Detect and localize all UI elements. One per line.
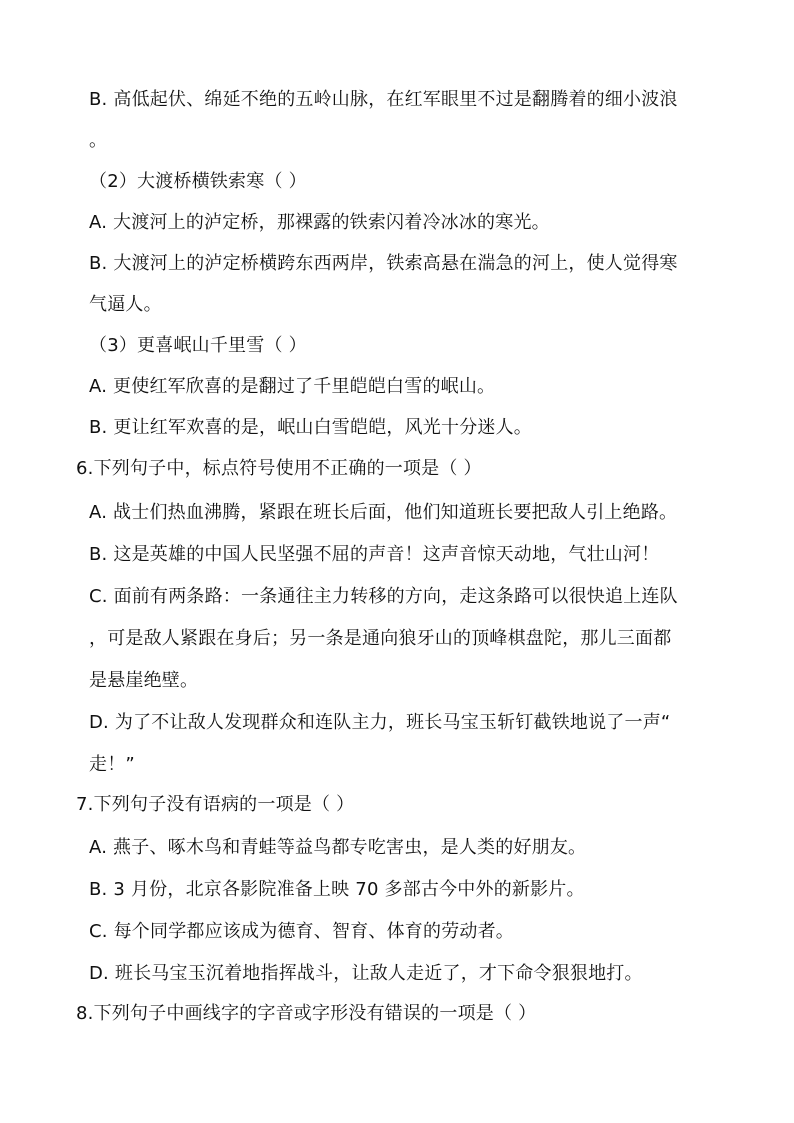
text-line-q6c-cont-1: ，可是敌人紧跟在身后；另一条是通向狼牙山的顶峰棋盘陀，那儿三面都 xyxy=(89,628,672,649)
text-line-q7d: D. 班长马宝玉沉着地指挥战斗，让敌人走近了，才下命令狠狠地打。 xyxy=(89,963,643,984)
text-line-q7c: C. 每个同学都应该成为德育、智育、体育的劳动者。 xyxy=(89,921,515,942)
text-line-q5-2b: B. 大渡河上的泸定桥横跨东西两岸，铁索高悬在湍急的河上，使人觉得寒 xyxy=(89,253,678,274)
text-line-q5-2a: A. 大渡河上的泸定桥，那裸露的铁索闪着冷冰冰的寒光。 xyxy=(89,212,550,233)
text-line-q7b: B. 3 月份，北京各影院准备上映 70 多部古今中外的新影片。 xyxy=(89,879,585,900)
text-line-q5-1b: B. 高低起伏、绵延不绝的五岭山脉，在红军眼里不过是翻腾着的细小波浪 xyxy=(89,89,678,110)
text-line-q6d: D. 为了不让敌人发现群众和连队主力，班长马宝玉斩钉截铁地说了一声“ xyxy=(89,712,671,733)
text-line-q6b: B. 这是英雄的中国人民坚强不屈的声音！这声音惊天动地，气壮山河！ xyxy=(89,544,660,565)
text-line-q6c-cont-2: 是悬崖绝壁。 xyxy=(89,670,199,691)
question-7-stem: 7.下列句子没有语病的一项是（ ） xyxy=(76,794,355,815)
text-line-q6a: A. 战士们热血沸腾，紧跟在班长后面，他们知道班长要把敌人引上绝路。 xyxy=(89,502,678,523)
text-line-q6d-cont: 走！” xyxy=(89,754,135,775)
text-line-q5-3a: A. 更使红军欣喜的是翻过了千里皑皑白雪的岷山。 xyxy=(89,376,496,397)
text-line-q5-3b: B. 更让红军欢喜的是，岷山白雪皑皑，风光十分迷人。 xyxy=(89,417,532,438)
text-line-q5-2-stem: （2）大渡桥横铁索寒（ ） xyxy=(89,171,307,192)
question-8-stem: 8.下列句子中画线字的字音或字形没有错误的一项是（ ） xyxy=(76,1003,537,1024)
question-6-stem: 6.下列句子中，标点符号使用不正确的一项是（ ） xyxy=(76,458,482,479)
text-line-q5-3-stem: （3）更喜岷山千里雪（ ） xyxy=(89,335,307,356)
text-line-q6c: C. 面前有两条路：一条通往主力转移的方向，走这条路可以很快追上连队 xyxy=(89,586,678,607)
text-line-q7a: A. 燕子、啄木鸟和青蛙等益鸟都专吃害虫，是人类的好朋友。 xyxy=(89,837,587,858)
text-line-q5-2b-cont: 气逼人。 xyxy=(89,294,162,315)
text-line-q5-1b-cont: 。 xyxy=(89,130,108,151)
